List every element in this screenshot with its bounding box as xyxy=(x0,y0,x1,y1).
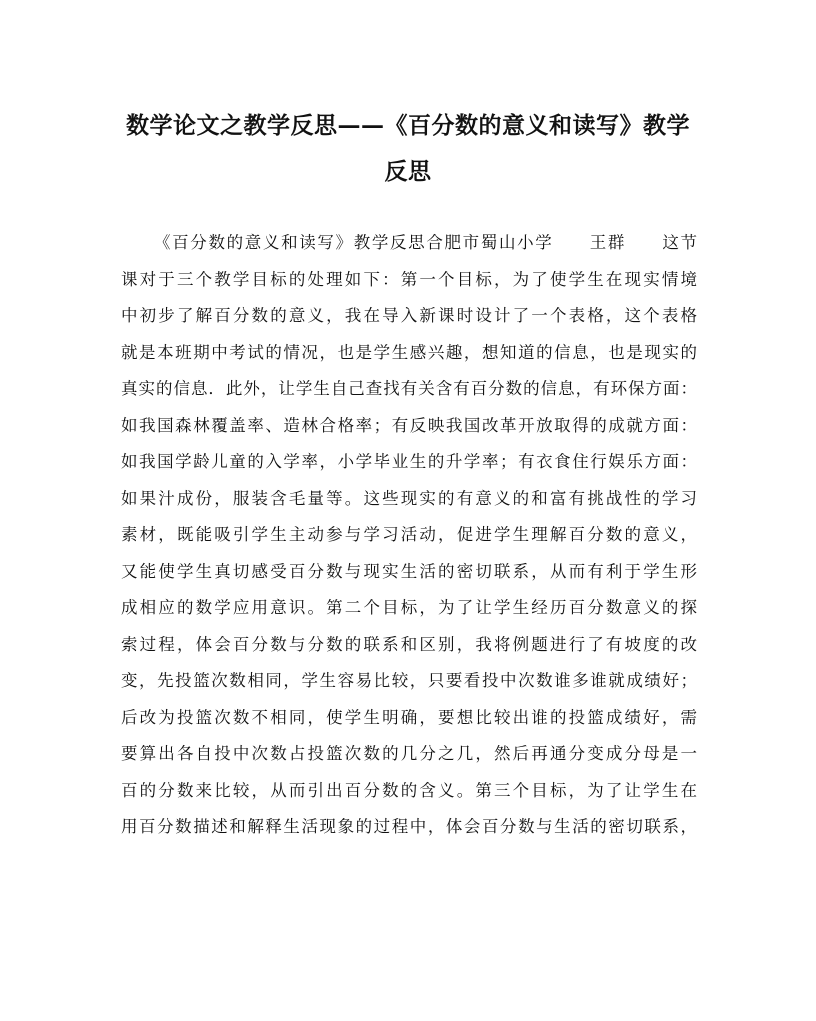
body-line-6: 如我国森林覆盖率、造林合格率；有反映我国改革开放取得的成就方面： xyxy=(121,415,697,435)
body-line-15: 要算出各自投中次数占投篮次数的几分之几，然后再通分变成分母是一 xyxy=(121,744,697,763)
body-line-5: 真实的信息．此外，让学生自己查找有关含有百分数的信息，有环保方面： xyxy=(121,379,697,398)
document-body xyxy=(121,225,697,846)
body-line-1: 《百分数的意义和读写》教学反思合肥市蜀山小学 王群 这节 xyxy=(154,233,697,252)
body-line-2: 课对于三个教学目标的处理如下：第一个目标，为了使学生在现实情境 xyxy=(121,269,697,289)
body-line-10: 又能使学生真切感受百分数与现实生活的密切联系，从而有利于学生形 xyxy=(121,561,697,581)
body-line-14: 后改为投篮次数不相同，使学生明确，要想比较出谁的投篮成绩好，需 xyxy=(121,707,697,727)
body-line-13: 变，先投篮次数相同，学生容易比较，只要看投中次数谁多谁就成绩好； xyxy=(121,671,697,690)
body-line-17: 用百分数描述和解释生活现象的过程中，体会百分数与生活的密切联系， xyxy=(121,817,697,836)
body-line-4: 就是本班期中考试的情况，也是学生感兴趣，想知道的信息，也是现实的 xyxy=(121,342,697,362)
title-line-1: 数学论文之教学反思——《百分数的意义和读写》教学 xyxy=(126,112,690,139)
body-line-8: 如果汁成份，服装含毛量等。这些现实的有意义的和富有挑战性的学习 xyxy=(121,488,697,508)
document-title xyxy=(110,103,706,195)
body-line-16: 百的分数来比较，从而引出百分数的含义。第三个目标，为了让学生在 xyxy=(121,780,697,800)
title-line-2: 反思 xyxy=(384,158,432,185)
body-line-9: 素材，既能吸引学生主动参与学习活动，促进学生理解百分数的意义， xyxy=(121,525,697,544)
body-line-7: 如我国学龄儿童的入学率，小学毕业生的升学率；有衣食住行娱乐方面： xyxy=(121,452,697,471)
body-line-11: 成相应的数学应用意识。第二个目标，为了让学生经历百分数意义的探 xyxy=(121,598,697,617)
body-line-3: 中初步了解百分数的意义，我在导入新课时设计了一个表格，这个表格 xyxy=(121,306,697,325)
body-line-12: 索过程，体会百分数与分数的联系和区别，我将例题进行了有坡度的改 xyxy=(121,634,697,654)
